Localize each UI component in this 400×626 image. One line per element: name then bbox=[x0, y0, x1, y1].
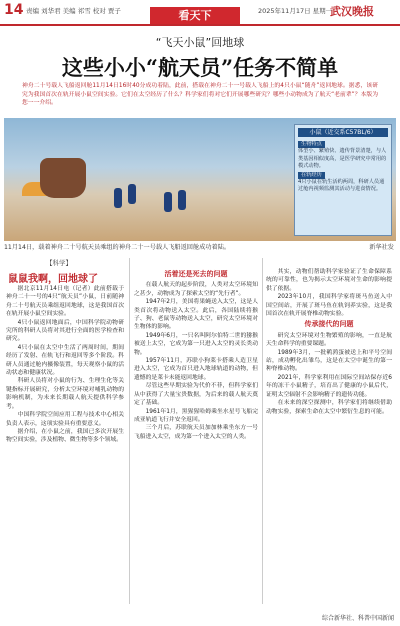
crew-figure bbox=[164, 192, 172, 212]
article-lead: 神舟二十号载人飞船返回舱11月14日16时40分成功着陆，此前，搭载在神舟二十一号载人飞船上的4只小鼠“随舟”返回地球。据悉，该研究为我国首次在轨开展小鼠空间实验。它们在太空经历了什么？科学家们将对它们开展哪些研究？哪些小动物成为了航天“老前辈”？本版为您一一介绍。 bbox=[22, 83, 378, 107]
article-headline: 这些小小“航天员”任务不简单 bbox=[61, 55, 339, 80]
sub-headline: 鼠鼠我啊，回地球了 bbox=[8, 274, 98, 285]
info-text: 4只小鼠在轨生活约两周，科研人员通过舱内视频监测其活动与进食情况。 bbox=[298, 179, 385, 193]
header-divider bbox=[0, 24, 400, 26]
paragraph: 1989年3月，一批鹌鹑蛋被送上和平号空间站，成功孵化出雏鸟，这是在太空中诞生的第一种脊椎动物。 bbox=[266, 349, 392, 373]
editor-credits: 责编 刘华君 美编 祁雪 校对 贾子 bbox=[26, 7, 121, 15]
photo-caption bbox=[4, 242, 396, 251]
crew-figure bbox=[178, 190, 186, 210]
column-divider bbox=[262, 258, 263, 604]
paragraph: 2021年，科学家利用在国际空间站保存近6年的冻干小鼠精子，培育出了健康的小鼠后代，证明太空辐射不会影响精子的遗传功能。 bbox=[266, 374, 392, 398]
return-capsule-shape bbox=[40, 158, 86, 198]
column-1 bbox=[6, 285, 124, 445]
info-tag: 生物特点 bbox=[298, 141, 325, 148]
paragraph: 科研人员将对小鼠的行为、生理生化等关键指标开展研究，分析太空环境对哺乳动物的影响机制，为未来长期载人航天提供科学参考。 bbox=[6, 378, 124, 410]
paragraph: 在未来的深空探测中，科学家们将继续借助动物实验，探索生命在太空中繁衍生息的可能。 bbox=[266, 400, 392, 415]
crew-figure bbox=[114, 188, 122, 208]
paragraph: 中国科学院空间应用工程与技术中心相关负责人表示，这项实验具有重要意义。 bbox=[6, 412, 124, 427]
paragraph: 尽管这些早期实验为代价不菲，但科学家们从中获得了大量宝贵数据，为后来的载人航天奠定了基础。 bbox=[134, 383, 258, 407]
paragraph: 其实，动物们帮助科学家验证了生命保障系统的可靠性，也为揭示太空环境对生命的影响提供了依据。 bbox=[266, 269, 392, 292]
paragraph: 1961年1月，黑猩猩哈姆乘坐水星号飞船完成亚轨道飞行并安全返回。 bbox=[134, 408, 258, 423]
page-number: 14 bbox=[4, 2, 24, 18]
landing-photo bbox=[4, 118, 396, 241]
paragraph: 4只小鼠在太空中生活了两周时间，期间经历了发射、在轨飞行和返回等多个阶段。科研人员通过舱内摄像装置，每天观察小鼠的活动状态和健康状况。 bbox=[6, 344, 124, 377]
paragraph: 研究太空环境对生物繁殖的影响，一直是航天生命科学的重要课题。 bbox=[266, 332, 392, 348]
section-banner: 看天下 bbox=[150, 7, 240, 24]
crew-figure bbox=[128, 184, 136, 204]
section-tag: 【科学】 bbox=[46, 259, 72, 267]
paragraph: 据介绍，在小鼠之前，我国已多次开展生物空间实验，涉及植物、微生物等多个领域。 bbox=[6, 428, 124, 444]
paragraph: 1957年11月，苏联小狗莱卡搭乘人造卫星进入太空，它成为首只进入地球轨道的动物，但遗憾的是莱卡未能返回地球。 bbox=[134, 358, 258, 381]
info-card-title: 小鼠（近交系C57BL/6） bbox=[298, 128, 388, 137]
info-text: 体型小、繁殖快、遗传背景清楚，与人类基因相似度高，是医学研究中常用的模式动物。 bbox=[298, 148, 387, 169]
photo-credit: 新华社发 bbox=[369, 244, 394, 251]
source-note: 综合新华社、科普中国新闻 bbox=[321, 615, 394, 622]
caption-text: 11月14日，载着神舟二十号航天员乘组的神舟二十一号载人飞船返回舱成功着陆。 bbox=[4, 244, 231, 251]
page-header bbox=[0, 0, 400, 24]
paragraph: 1947年2月，美国将果蝇送入太空，这是人类首次将动物送入太空。此后，各国陆续将猴子、狗、老鼠等动物送入太空，研究太空环境对生物体的影响。 bbox=[134, 299, 258, 331]
paragraph: 在载人航天的起步阶段，人类对太空环境知之甚少，动物成为了探索太空的“先行者”。 bbox=[134, 282, 258, 297]
column-heading: 传承接代的问题 bbox=[304, 320, 354, 329]
column-2 bbox=[134, 268, 258, 441]
paragraph: 据北京11月14日电（记者）此前搭载于神舟二十一号的4只“航天员”小鼠，日前随神舟二十号航天员乘组返回地球，这是我国首次在轨开展小鼠空间实验。 bbox=[6, 286, 124, 318]
paragraph: 三个月后，苏联航天员加加林乘坐东方一号飞船进入太空，成为第一个进入太空的人类。 bbox=[134, 425, 258, 440]
column-3 bbox=[266, 268, 392, 416]
column-divider bbox=[129, 258, 130, 604]
info-tag: 在轨经历 bbox=[298, 172, 325, 179]
paragraph: 4只小鼠返回地面后，中国科学院动物研究所的科研人员将对其进行全面的医学检查和研究。 bbox=[6, 319, 124, 343]
paragraph: 1949年6月，一只名叫阿尔伯特二世的猕猴被送上太空，它成为第一只进入太空的灵长类动物。 bbox=[134, 332, 258, 356]
paragraph: 2023年10月，我国科学家将斑马鱼送入中国空间站，开展了斑马鱼在轨饲养实验，这是我国首次在轨开展脊椎动物实验。 bbox=[266, 294, 392, 318]
issue-date: 2025年11月17日 星期一 bbox=[258, 7, 333, 15]
article-kicker: “飞天小鼠”回地球 bbox=[155, 36, 245, 49]
column-heading: 活着还是死去的问题 bbox=[164, 270, 228, 278]
newspaper-logo: 武汉晚报 bbox=[330, 5, 374, 18]
info-card bbox=[294, 124, 392, 236]
